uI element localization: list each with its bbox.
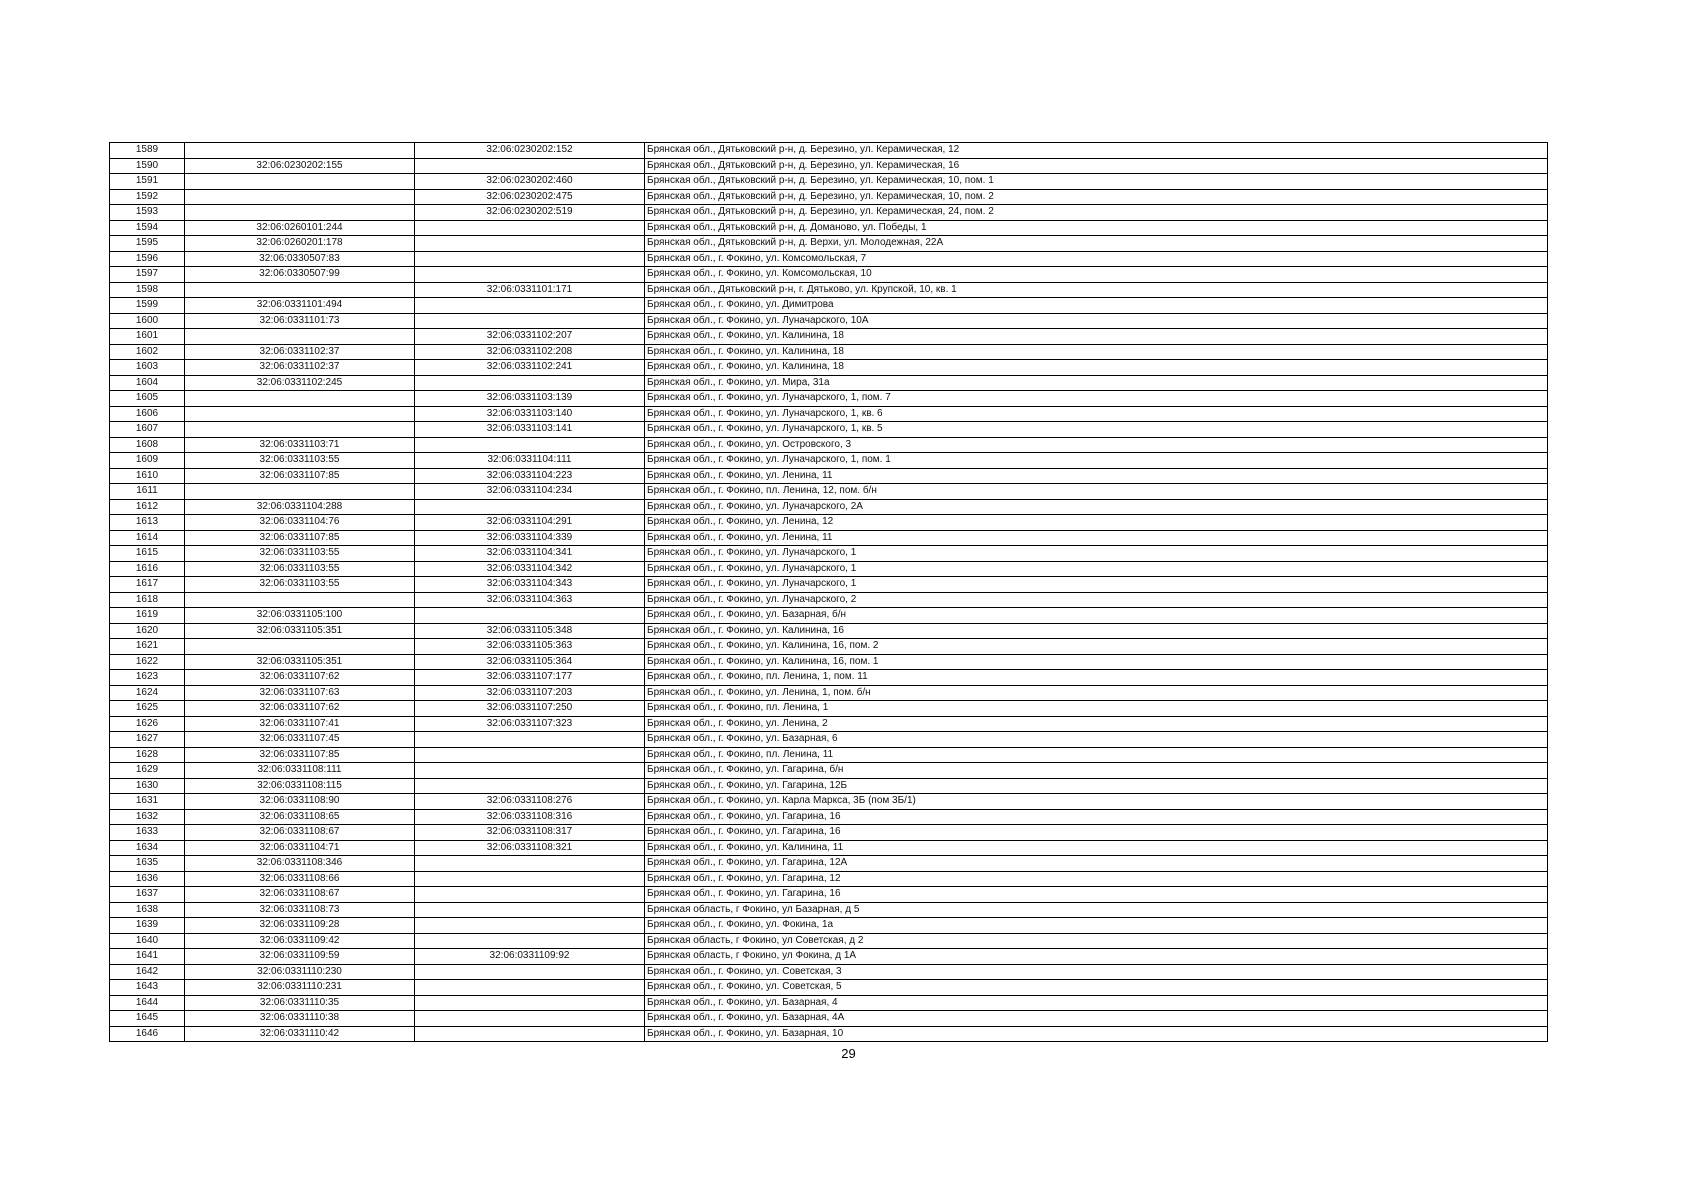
table-row bbox=[110, 422, 1548, 438]
object-cadastral-number-cell: 32:06:0331105:364 bbox=[415, 654, 645, 670]
table-row bbox=[110, 515, 1548, 531]
address-cell: Брянская обл., г. Фокино, ул. Гагарина, 12Б bbox=[645, 778, 1548, 794]
row-number-cell: 1637 bbox=[110, 887, 185, 903]
land-cadastral-number-cell bbox=[185, 282, 415, 298]
table-row bbox=[110, 685, 1548, 701]
table-row bbox=[110, 205, 1548, 221]
land-cadastral-number-cell: 32:06:0331110:230 bbox=[185, 964, 415, 980]
row-number-cell: 1612 bbox=[110, 499, 185, 515]
land-cadastral-number-cell: 32:06:0331102:37 bbox=[185, 360, 415, 376]
land-cadastral-number-cell bbox=[185, 143, 415, 159]
object-cadastral-number-cell: 32:06:0230202:519 bbox=[415, 205, 645, 221]
row-number-cell: 1624 bbox=[110, 685, 185, 701]
row-number-cell: 1598 bbox=[110, 282, 185, 298]
object-cadastral-number-cell: 32:06:0230202:475 bbox=[415, 189, 645, 205]
address-cell: Брянская обл., г. Фокино, ул. Калинина, 16, пом. 2 bbox=[645, 639, 1548, 655]
row-number-cell: 1593 bbox=[110, 205, 185, 221]
table-row bbox=[110, 949, 1548, 965]
object-cadastral-number-cell: 32:06:0331104:342 bbox=[415, 561, 645, 577]
land-cadastral-number-cell: 32:06:0331101:494 bbox=[185, 298, 415, 314]
address-cell: Брянская обл., г. Фокино, ул. Калинина, 16 bbox=[645, 623, 1548, 639]
land-cadastral-number-cell: 32:06:0331108:90 bbox=[185, 794, 415, 810]
object-cadastral-number-cell: 32:06:0331101:171 bbox=[415, 282, 645, 298]
table-row bbox=[110, 453, 1548, 469]
land-cadastral-number-cell bbox=[185, 592, 415, 608]
land-cadastral-number-cell: 32:06:0330507:99 bbox=[185, 267, 415, 283]
address-cell: Брянская обл., г. Фокино, ул. Ленина, 12 bbox=[645, 515, 1548, 531]
row-number-cell: 1596 bbox=[110, 251, 185, 267]
table-row bbox=[110, 1011, 1548, 1027]
row-number-cell: 1613 bbox=[110, 515, 185, 531]
table-row bbox=[110, 809, 1548, 825]
object-cadastral-number-cell: 32:06:0331104:363 bbox=[415, 592, 645, 608]
table-row bbox=[110, 437, 1548, 453]
row-number-cell: 1629 bbox=[110, 763, 185, 779]
address-cell: Брянская обл., г. Фокино, ул. Гагарина, 16 bbox=[645, 825, 1548, 841]
table-row bbox=[110, 871, 1548, 887]
address-cell: Брянская обл., г. Фокино, ул. Гагарина, 12 bbox=[645, 871, 1548, 887]
row-number-cell: 1600 bbox=[110, 313, 185, 329]
land-cadastral-number-cell: 32:06:0331110:42 bbox=[185, 1026, 415, 1042]
address-cell: Брянская обл., г. Фокино, пл. Ленина, 1, пом. 11 bbox=[645, 670, 1548, 686]
land-cadastral-number-cell: 32:06:0331110:35 bbox=[185, 995, 415, 1011]
land-cadastral-number-cell: 32:06:0260101:244 bbox=[185, 220, 415, 236]
address-cell: Брянская обл., Дятьковский р-н, д. Березино, ул. Керамическая, 16 bbox=[645, 158, 1548, 174]
object-cadastral-number-cell: 32:06:0331103:140 bbox=[415, 406, 645, 422]
land-cadastral-number-cell: 32:06:0331109:59 bbox=[185, 949, 415, 965]
table-row bbox=[110, 468, 1548, 484]
land-cadastral-number-cell bbox=[185, 189, 415, 205]
table-row bbox=[110, 856, 1548, 872]
table-row bbox=[110, 732, 1548, 748]
row-number-cell: 1597 bbox=[110, 267, 185, 283]
row-number-cell: 1640 bbox=[110, 933, 185, 949]
object-cadastral-number-cell: 32:06:0331107:203 bbox=[415, 685, 645, 701]
address-cell: Брянская обл., г. Фокино, ул. Калинина, 16, пом. 1 bbox=[645, 654, 1548, 670]
table-row bbox=[110, 639, 1548, 655]
land-cadastral-number-cell: 32:06:0260201:178 bbox=[185, 236, 415, 252]
address-cell: Брянская обл., г. Фокино, ул. Гагарина, 16 bbox=[645, 887, 1548, 903]
object-cadastral-number-cell bbox=[415, 980, 645, 996]
object-cadastral-number-cell: 32:06:0331108:321 bbox=[415, 840, 645, 856]
row-number-cell: 1610 bbox=[110, 468, 185, 484]
table-row bbox=[110, 546, 1548, 562]
address-cell: Брянская обл., г. Фокино, ул. Мира, 31а bbox=[645, 375, 1548, 391]
row-number-cell: 1611 bbox=[110, 484, 185, 500]
address-cell: Брянская обл., г. Фокино, ул. Базарная, б/н bbox=[645, 608, 1548, 624]
object-cadastral-number-cell: 32:06:0331107:250 bbox=[415, 701, 645, 717]
address-cell: Брянская обл., Дятьковский р-н, д. Березино, ул. Керамическая, 10, пом. 2 bbox=[645, 189, 1548, 205]
object-cadastral-number-cell bbox=[415, 871, 645, 887]
land-cadastral-number-cell: 32:06:0331104:288 bbox=[185, 499, 415, 515]
object-cadastral-number-cell bbox=[415, 918, 645, 934]
row-number-cell: 1602 bbox=[110, 344, 185, 360]
object-cadastral-number-cell bbox=[415, 251, 645, 267]
table-row bbox=[110, 592, 1548, 608]
row-number-cell: 1639 bbox=[110, 918, 185, 934]
address-cell: Брянская обл., г. Фокино, ул. Комсомольская, 7 bbox=[645, 251, 1548, 267]
table-row bbox=[110, 189, 1548, 205]
object-cadastral-number-cell: 32:06:0331107:177 bbox=[415, 670, 645, 686]
table-row bbox=[110, 825, 1548, 841]
table-row bbox=[110, 344, 1548, 360]
land-cadastral-number-cell bbox=[185, 406, 415, 422]
address-cell: Брянская область, г Фокино, ул Фокина, д 1А bbox=[645, 949, 1548, 965]
row-number-cell: 1618 bbox=[110, 592, 185, 608]
land-cadastral-number-cell: 32:06:0331105:351 bbox=[185, 623, 415, 639]
address-cell: Брянская обл., г. Фокино, ул. Базарная, 4 bbox=[645, 995, 1548, 1011]
land-cadastral-number-cell: 32:06:0331107:41 bbox=[185, 716, 415, 732]
table-row bbox=[110, 902, 1548, 918]
land-cadastral-number-cell: 32:06:0331109:28 bbox=[185, 918, 415, 934]
object-cadastral-number-cell: 32:06:0331104:343 bbox=[415, 577, 645, 593]
object-cadastral-number-cell bbox=[415, 298, 645, 314]
address-cell: Брянская обл., г. Фокино, ул. Калинина, 11 bbox=[645, 840, 1548, 856]
land-cadastral-number-cell: 32:06:0331107:45 bbox=[185, 732, 415, 748]
row-number-cell: 1601 bbox=[110, 329, 185, 345]
object-cadastral-number-cell bbox=[415, 856, 645, 872]
object-cadastral-number-cell: 32:06:0331103:141 bbox=[415, 422, 645, 438]
address-cell: Брянская обл., г. Фокино, пл. Ленина, 12, пом. б/н bbox=[645, 484, 1548, 500]
table-row bbox=[110, 561, 1548, 577]
table-row bbox=[110, 763, 1548, 779]
address-cell: Брянская обл., г. Фокино, ул. Комсомольская, 10 bbox=[645, 267, 1548, 283]
land-cadastral-number-cell: 32:06:0331107:63 bbox=[185, 685, 415, 701]
land-cadastral-number-cell: 32:06:0331110:38 bbox=[185, 1011, 415, 1027]
land-cadastral-number-cell: 32:06:0330507:83 bbox=[185, 251, 415, 267]
land-cadastral-number-cell: 32:06:0331108:115 bbox=[185, 778, 415, 794]
object-cadastral-number-cell: 32:06:0331104:339 bbox=[415, 530, 645, 546]
table-row bbox=[110, 608, 1548, 624]
row-number-cell: 1622 bbox=[110, 654, 185, 670]
object-cadastral-number-cell bbox=[415, 437, 645, 453]
object-cadastral-number-cell: 32:06:0331104:111 bbox=[415, 453, 645, 469]
table-row bbox=[110, 158, 1548, 174]
address-cell: Брянская обл., г. Фокино, ул. Луначарского, 2 bbox=[645, 592, 1548, 608]
address-cell: Брянская обл., г. Фокино, ул. Гагарина, б/н bbox=[645, 763, 1548, 779]
object-cadastral-number-cell: 32:06:0331108:276 bbox=[415, 794, 645, 810]
object-cadastral-number-cell: 32:06:0331107:323 bbox=[415, 716, 645, 732]
property-registry-table bbox=[109, 142, 1548, 1042]
row-number-cell: 1643 bbox=[110, 980, 185, 996]
row-number-cell: 1628 bbox=[110, 747, 185, 763]
row-number-cell: 1623 bbox=[110, 670, 185, 686]
land-cadastral-number-cell bbox=[185, 391, 415, 407]
land-cadastral-number-cell bbox=[185, 205, 415, 221]
land-cadastral-number-cell: 32:06:0230202:155 bbox=[185, 158, 415, 174]
row-number-cell: 1645 bbox=[110, 1011, 185, 1027]
table-row bbox=[110, 313, 1548, 329]
address-cell: Брянская обл., г. Фокино, ул. Луначарского, 10А bbox=[645, 313, 1548, 329]
address-cell: Брянская обл., г. Фокино, ул. Луначарского, 1, кв. 5 bbox=[645, 422, 1548, 438]
address-cell: Брянская обл., г. Фокино, ул. Островского, 3 bbox=[645, 437, 1548, 453]
object-cadastral-number-cell: 32:06:0331102:241 bbox=[415, 360, 645, 376]
land-cadastral-number-cell: 32:06:0331109:42 bbox=[185, 933, 415, 949]
object-cadastral-number-cell bbox=[415, 608, 645, 624]
address-cell: Брянская обл., г. Фокино, ул. Калинина, 18 bbox=[645, 329, 1548, 345]
land-cadastral-number-cell: 32:06:0331103:71 bbox=[185, 437, 415, 453]
row-number-cell: 1631 bbox=[110, 794, 185, 810]
object-cadastral-number-cell bbox=[415, 313, 645, 329]
address-cell: Брянская обл., г. Фокино, ул. Луначарского, 1, кв. 6 bbox=[645, 406, 1548, 422]
row-number-cell: 1591 bbox=[110, 174, 185, 190]
address-cell: Брянская обл., Дятьковский р-н, г. Дятьково, ул. Крупской, 10, кв. 1 bbox=[645, 282, 1548, 298]
land-cadastral-number-cell: 32:06:0331108:346 bbox=[185, 856, 415, 872]
object-cadastral-number-cell bbox=[415, 933, 645, 949]
land-cadastral-number-cell: 32:06:0331103:55 bbox=[185, 546, 415, 562]
land-cadastral-number-cell bbox=[185, 422, 415, 438]
address-cell: Брянская обл., г. Фокино, ул. Гагарина, 12А bbox=[645, 856, 1548, 872]
land-cadastral-number-cell: 32:06:0331103:55 bbox=[185, 577, 415, 593]
land-cadastral-number-cell: 32:06:0331107:62 bbox=[185, 670, 415, 686]
table-row bbox=[110, 530, 1548, 546]
address-cell: Брянская обл., Дятьковский р-н, д. Березино, ул. Керамическая, 12 bbox=[645, 143, 1548, 159]
table-row bbox=[110, 964, 1548, 980]
row-number-cell: 1592 bbox=[110, 189, 185, 205]
object-cadastral-number-cell bbox=[415, 1011, 645, 1027]
object-cadastral-number-cell bbox=[415, 732, 645, 748]
address-cell: Брянская обл., г. Фокино, ул. Базарная, 6 bbox=[645, 732, 1548, 748]
land-cadastral-number-cell: 32:06:0331101:73 bbox=[185, 313, 415, 329]
address-cell: Брянская обл., г. Фокино, ул. Луначарского, 1 bbox=[645, 546, 1548, 562]
object-cadastral-number-cell bbox=[415, 964, 645, 980]
row-number-cell: 1627 bbox=[110, 732, 185, 748]
land-cadastral-number-cell: 32:06:0331104:71 bbox=[185, 840, 415, 856]
land-cadastral-number-cell: 32:06:0331107:85 bbox=[185, 468, 415, 484]
row-number-cell: 1635 bbox=[110, 856, 185, 872]
table-row bbox=[110, 143, 1548, 159]
address-cell: Брянская обл., г. Фокино, ул. Димитрова bbox=[645, 298, 1548, 314]
address-cell: Брянская обл., г. Фокино, ул. Калинина, 18 bbox=[645, 344, 1548, 360]
address-cell: Брянская область, г Фокино, ул Советская, д 2 bbox=[645, 933, 1548, 949]
land-cadastral-number-cell: 32:06:0331104:76 bbox=[185, 515, 415, 531]
land-cadastral-number-cell: 32:06:0331102:37 bbox=[185, 344, 415, 360]
land-cadastral-number-cell: 32:06:0331103:55 bbox=[185, 453, 415, 469]
land-cadastral-number-cell: 32:06:0331107:85 bbox=[185, 530, 415, 546]
table-row bbox=[110, 654, 1548, 670]
address-cell: Брянская обл., г. Фокино, ул. Луначарского, 1 bbox=[645, 577, 1548, 593]
row-number-cell: 1632 bbox=[110, 809, 185, 825]
page-number: 29 bbox=[841, 1046, 856, 1061]
land-cadastral-number-cell: 32:06:0331108:65 bbox=[185, 809, 415, 825]
row-number-cell: 1605 bbox=[110, 391, 185, 407]
land-cadastral-number-cell: 32:06:0331108:67 bbox=[185, 825, 415, 841]
address-cell: Брянская область, г Фокино, ул Базарная, д 5 bbox=[645, 902, 1548, 918]
table-row bbox=[110, 360, 1548, 376]
object-cadastral-number-cell: 32:06:0331108:316 bbox=[415, 809, 645, 825]
object-cadastral-number-cell bbox=[415, 887, 645, 903]
registry-table-body bbox=[110, 143, 1548, 1042]
row-number-cell: 1589 bbox=[110, 143, 185, 159]
table-row bbox=[110, 391, 1548, 407]
table-row bbox=[110, 887, 1548, 903]
object-cadastral-number-cell bbox=[415, 778, 645, 794]
object-cadastral-number-cell: 32:06:0331104:341 bbox=[415, 546, 645, 562]
object-cadastral-number-cell: 32:06:0331102:208 bbox=[415, 344, 645, 360]
table-row bbox=[110, 282, 1548, 298]
row-number-cell: 1599 bbox=[110, 298, 185, 314]
address-cell: Брянская обл., г. Фокино, ул. Ленина, 2 bbox=[645, 716, 1548, 732]
address-cell: Брянская обл., Дятьковский р-н, д. Березино, ул. Керамическая, 24, пом. 2 bbox=[645, 205, 1548, 221]
table-row bbox=[110, 995, 1548, 1011]
row-number-cell: 1595 bbox=[110, 236, 185, 252]
address-cell: Брянская обл., г. Фокино, ул. Ленина, 11 bbox=[645, 530, 1548, 546]
row-number-cell: 1638 bbox=[110, 902, 185, 918]
object-cadastral-number-cell bbox=[415, 267, 645, 283]
object-cadastral-number-cell bbox=[415, 902, 645, 918]
address-cell: Брянская обл., Дятьковский р-н, д. Березино, ул. Керамическая, 10, пом. 1 bbox=[645, 174, 1548, 190]
table-row bbox=[110, 236, 1548, 252]
table-row bbox=[110, 251, 1548, 267]
object-cadastral-number-cell bbox=[415, 220, 645, 236]
object-cadastral-number-cell bbox=[415, 236, 645, 252]
object-cadastral-number-cell: 32:06:0331105:363 bbox=[415, 639, 645, 655]
row-number-cell: 1641 bbox=[110, 949, 185, 965]
row-number-cell: 1642 bbox=[110, 964, 185, 980]
object-cadastral-number-cell: 32:06:0331104:223 bbox=[415, 468, 645, 484]
row-number-cell: 1604 bbox=[110, 375, 185, 391]
land-cadastral-number-cell: 32:06:0331108:111 bbox=[185, 763, 415, 779]
table-row bbox=[110, 933, 1548, 949]
address-cell: Брянская обл., г. Фокино, ул. Луначарского, 1 bbox=[645, 561, 1548, 577]
object-cadastral-number-cell: 32:06:0331102:207 bbox=[415, 329, 645, 345]
row-number-cell: 1608 bbox=[110, 437, 185, 453]
land-cadastral-number-cell bbox=[185, 484, 415, 500]
object-cadastral-number-cell bbox=[415, 499, 645, 515]
row-number-cell: 1617 bbox=[110, 577, 185, 593]
address-cell: Брянская обл., г. Фокино, ул. Советская, 5 bbox=[645, 980, 1548, 996]
address-cell: Брянская обл., г. Фокино, ул. Ленина, 1, пом. б/н bbox=[645, 685, 1548, 701]
table-row bbox=[110, 499, 1548, 515]
address-cell: Брянская обл., Дятьковский р-н, д. Доманово, ул. Победы, 1 bbox=[645, 220, 1548, 236]
object-cadastral-number-cell bbox=[415, 995, 645, 1011]
address-cell: Брянская обл., г. Фокино, ул. Фокина, 1а bbox=[645, 918, 1548, 934]
address-cell: Брянская обл., г. Фокино, ул. Ленина, 11 bbox=[645, 468, 1548, 484]
object-cadastral-number-cell: 32:06:0331104:291 bbox=[415, 515, 645, 531]
object-cadastral-number-cell: 32:06:0230202:152 bbox=[415, 143, 645, 159]
row-number-cell: 1603 bbox=[110, 360, 185, 376]
land-cadastral-number-cell: 32:06:0331108:67 bbox=[185, 887, 415, 903]
land-cadastral-number-cell: 32:06:0331103:55 bbox=[185, 561, 415, 577]
land-cadastral-number-cell bbox=[185, 329, 415, 345]
row-number-cell: 1609 bbox=[110, 453, 185, 469]
row-number-cell: 1594 bbox=[110, 220, 185, 236]
table-row bbox=[110, 329, 1548, 345]
address-cell: Брянская обл., г. Фокино, пл. Ленина, 11 bbox=[645, 747, 1548, 763]
address-cell: Брянская обл., г. Фокино, ул. Луначарского, 1, пом. 7 bbox=[645, 391, 1548, 407]
address-cell: Брянская обл., г. Фокино, ул. Базарная, 4А bbox=[645, 1011, 1548, 1027]
object-cadastral-number-cell bbox=[415, 1026, 645, 1042]
address-cell: Брянская обл., г. Фокино, ул. Базарная, 10 bbox=[645, 1026, 1548, 1042]
table-row bbox=[110, 1026, 1548, 1042]
object-cadastral-number-cell: 32:06:0331109:92 bbox=[415, 949, 645, 965]
table-row bbox=[110, 747, 1548, 763]
address-cell: Брянская обл., г. Фокино, ул. Карла Маркса, 3Б (пом 3Б/1) bbox=[645, 794, 1548, 810]
row-number-cell: 1606 bbox=[110, 406, 185, 422]
row-number-cell: 1619 bbox=[110, 608, 185, 624]
table-row bbox=[110, 375, 1548, 391]
object-cadastral-number-cell: 32:06:0331104:234 bbox=[415, 484, 645, 500]
row-number-cell: 1616 bbox=[110, 561, 185, 577]
row-number-cell: 1630 bbox=[110, 778, 185, 794]
object-cadastral-number-cell bbox=[415, 747, 645, 763]
row-number-cell: 1590 bbox=[110, 158, 185, 174]
address-cell: Брянская обл., г. Фокино, ул. Советская, 3 bbox=[645, 964, 1548, 980]
table-row bbox=[110, 174, 1548, 190]
object-cadastral-number-cell bbox=[415, 763, 645, 779]
land-cadastral-number-cell: 32:06:0331108:66 bbox=[185, 871, 415, 887]
table-row bbox=[110, 794, 1548, 810]
row-number-cell: 1634 bbox=[110, 840, 185, 856]
row-number-cell: 1625 bbox=[110, 701, 185, 717]
table-row bbox=[110, 716, 1548, 732]
row-number-cell: 1621 bbox=[110, 639, 185, 655]
row-number-cell: 1626 bbox=[110, 716, 185, 732]
address-cell: Брянская обл., г. Фокино, ул. Гагарина, 16 bbox=[645, 809, 1548, 825]
table-row bbox=[110, 298, 1548, 314]
land-cadastral-number-cell: 32:06:0331110:231 bbox=[185, 980, 415, 996]
row-number-cell: 1620 bbox=[110, 623, 185, 639]
table-row bbox=[110, 623, 1548, 639]
land-cadastral-number-cell bbox=[185, 174, 415, 190]
row-number-cell: 1607 bbox=[110, 422, 185, 438]
land-cadastral-number-cell: 32:06:0331107:62 bbox=[185, 701, 415, 717]
land-cadastral-number-cell: 32:06:0331108:73 bbox=[185, 902, 415, 918]
address-cell: Брянская обл., г. Фокино, ул. Калинина, 18 bbox=[645, 360, 1548, 376]
row-number-cell: 1633 bbox=[110, 825, 185, 841]
land-cadastral-number-cell bbox=[185, 639, 415, 655]
address-cell: Брянская обл., Дятьковский р-н, д. Верхи, ул. Молодежная, 22А bbox=[645, 236, 1548, 252]
table-row bbox=[110, 918, 1548, 934]
row-number-cell: 1646 bbox=[110, 1026, 185, 1042]
row-number-cell: 1615 bbox=[110, 546, 185, 562]
address-cell: Брянская обл., г. Фокино, ул. Луначарского, 2А bbox=[645, 499, 1548, 515]
object-cadastral-number-cell bbox=[415, 375, 645, 391]
object-cadastral-number-cell: 32:06:0331105:348 bbox=[415, 623, 645, 639]
row-number-cell: 1636 bbox=[110, 871, 185, 887]
table-row bbox=[110, 778, 1548, 794]
object-cadastral-number-cell: 32:06:0331103:139 bbox=[415, 391, 645, 407]
object-cadastral-number-cell bbox=[415, 158, 645, 174]
land-cadastral-number-cell: 32:06:0331102:245 bbox=[185, 375, 415, 391]
table-row bbox=[110, 220, 1548, 236]
table-row bbox=[110, 577, 1548, 593]
table-row bbox=[110, 406, 1548, 422]
land-cadastral-number-cell: 32:06:0331105:351 bbox=[185, 654, 415, 670]
land-cadastral-number-cell: 32:06:0331107:85 bbox=[185, 747, 415, 763]
table-row bbox=[110, 484, 1548, 500]
address-cell: Брянская обл., г. Фокино, ул. Луначарского, 1, пом. 1 bbox=[645, 453, 1548, 469]
row-number-cell: 1644 bbox=[110, 995, 185, 1011]
row-number-cell: 1614 bbox=[110, 530, 185, 546]
table-row bbox=[110, 670, 1548, 686]
object-cadastral-number-cell: 32:06:0230202:460 bbox=[415, 174, 645, 190]
address-cell: Брянская обл., г. Фокино, пл. Ленина, 1 bbox=[645, 701, 1548, 717]
table-row bbox=[110, 267, 1548, 283]
table-row bbox=[110, 840, 1548, 856]
land-cadastral-number-cell: 32:06:0331105:100 bbox=[185, 608, 415, 624]
table-row bbox=[110, 980, 1548, 996]
table-row bbox=[110, 701, 1548, 717]
object-cadastral-number-cell: 32:06:0331108:317 bbox=[415, 825, 645, 841]
